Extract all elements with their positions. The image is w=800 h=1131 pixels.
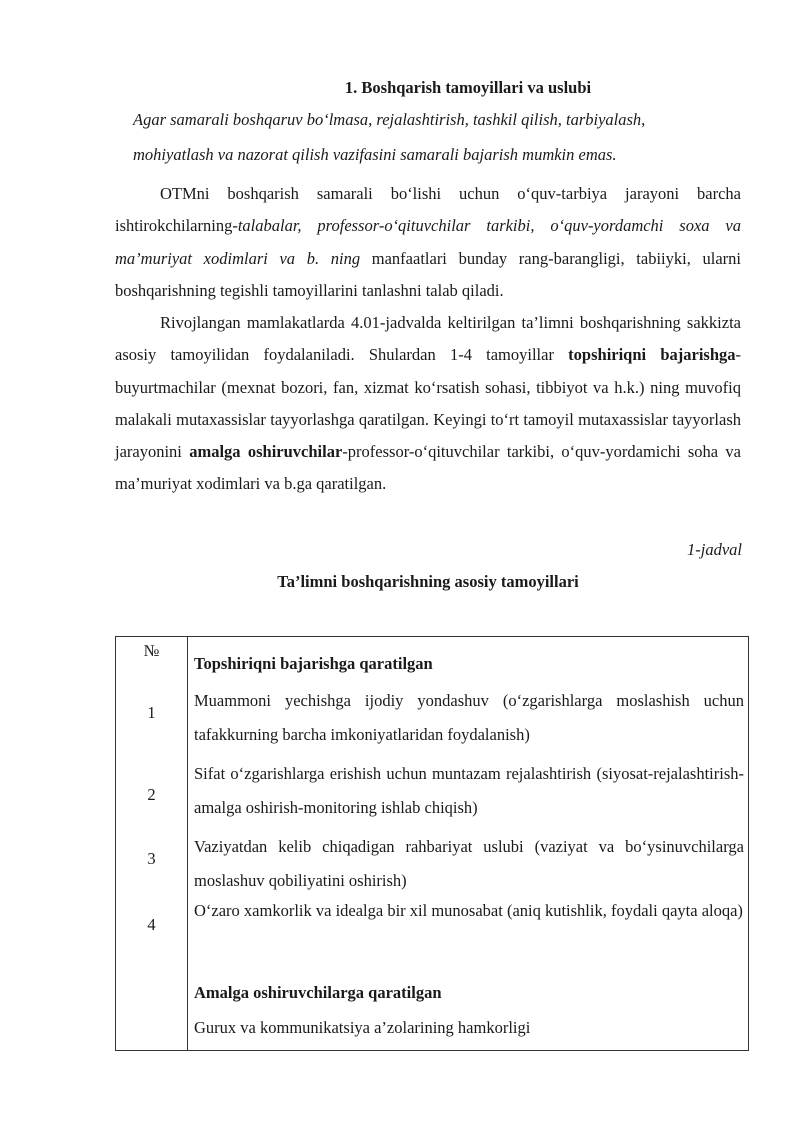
row-number-4: 4 [147,915,156,934]
paragraph-1-text-c: manfaatlari bunday rang-barangligi, tabiiyki, ularni boshqarishning tegishli tamoyillarini tanlashni talab qiladi. [115,248,741,300]
number-column-header: № [143,641,160,660]
row-number-1: 1 [147,703,156,722]
row-number-3: 3 [147,849,156,868]
paragraph-2-text-e: -professor-o‘qituvchilar tarkibi, o‘quv-yordamichi soha va ma’muriyat xodimlari va b.ga qaratilgan. [115,442,741,494]
row-text-3: Vaziyatdan kelib chiqadigan rahbariyat uslubi (vaziyat va bo‘ysinuvchilarga moslashuv qobiliyatini oshirish) [194,837,744,890]
row-text-4: O‘zaro xamkorlik va idealga bir xil munosabat (aniq kutishlik, foydali qayta aloqa) [194,901,743,920]
row-text-5: Gurux va kommunikatsiya a’zolarining hamkorligi [194,1018,531,1037]
principles-table [115,636,749,1051]
paragraph-2-bold-2: amalga oshiruvchilar [189,442,343,462]
epigraph-line-2: mohiyatlash va nazorat qilish vazifasini samarali bajarish mumkin emas. [133,145,617,164]
table-number-label: 1-jadval [687,540,742,559]
paragraph-2-bold-1: topshiriqni bajarishga [568,345,736,365]
section-heading-executors: Amalga oshiruvchilarga qaratilgan [194,983,442,1002]
row-text-1: Muammoni yechishga ijodiy yondashuv (o‘zgarishlarga moslashish uchun tafakkurning barcha imkoniyatlaridan foydalanish) [194,691,744,744]
paragraph-1-text-a: OTMni boshqarish samarali bo‘lishi uchun o‘quv-tarbiya jarayoni barcha ishtirokchilarning- [115,184,741,236]
section-heading-task: Topshiriqni bajarishga qaratilgan [194,654,433,673]
epigraph-line-1: Agar samarali boshqaruv bo‘lmasa, rejalashtirish, tashkil qilish, tarbiyalash, [133,110,646,129]
column-divider [187,637,188,1050]
row-text-2: Sifat o‘zgarishlarga erishish uchun muntazam rejalashtirish (siyosat-rejalashtirish-amalga oshirish-monitoring ishlab chiqish) [194,764,744,817]
paragraph-2-text-c: -buyurtmachilar (mexnat bozori, fan, xizmat ko‘rsatish sohasi, tibbiyot va h.k.) ning muvofiq malakali mutaxassislar tayyorlashga qaratilgan. Keyingi to‘rt tamoyil mutaxassislar tayyorlash jarayonini [115,345,741,462]
paragraph-1-italic: talabalar, professor-o‘qituvchilar tarkibi, o‘quv-yordamchi soxa va ma’muriyat xodimlari va b. ning [115,216,741,268]
section-heading: 1. Boshqarish tamoyillari va uslubi [344,78,592,97]
paragraph-2 [115,307,741,501]
paragraph-2-text-a: Rivojlangan mamlakatlarda 4.01-jadvalda keltirilgan ta’limni boshqarishning sakkizta asosiy tamoyilidan foydalaniladi. Shulardan 1-4 tamoyillar [115,313,741,365]
paragraph-1 [115,178,741,307]
table-title: Ta’limni boshqarishning asosiy tamoyillari [277,572,579,591]
row-number-2: 2 [147,785,156,804]
